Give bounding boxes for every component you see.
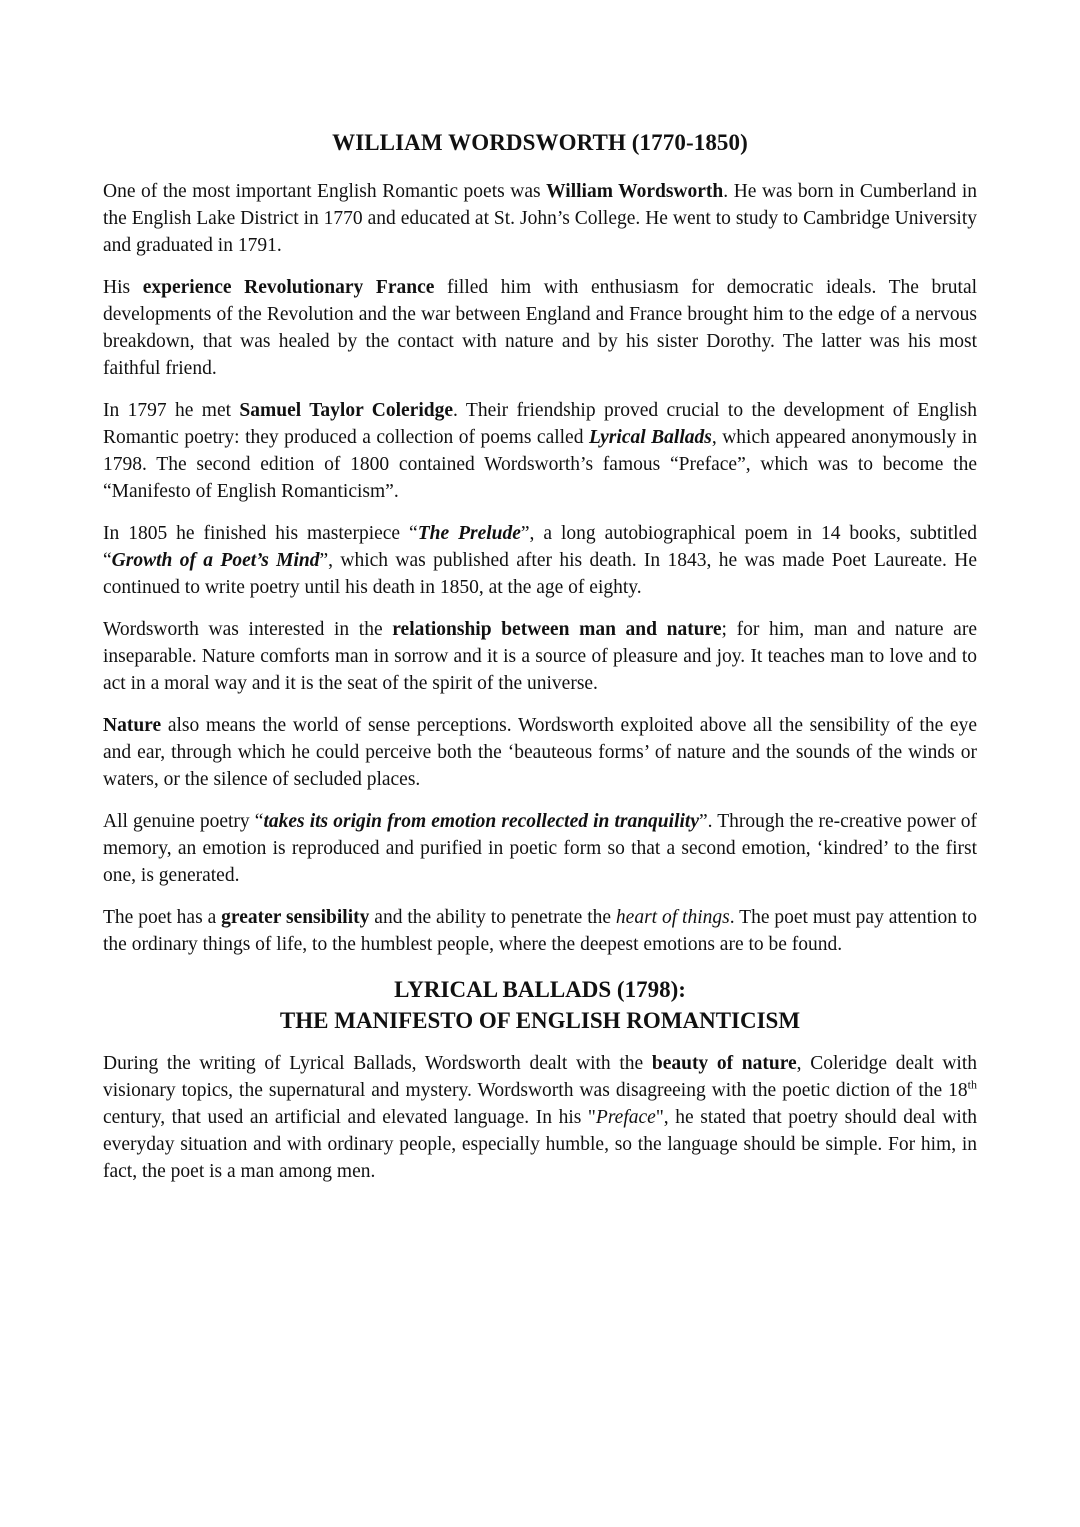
paragraph-coleridge: In 1797 he met Samuel Taylor Coleridge. Their friendship proved crucial to the development of English Romantic poetry: they produced a collection of poems called Lyrical Ballads, which appeared anonymously in 1798. The second edition of 1800 contained Wordsworth’s famous “Preface”, which was to become the “Manifesto of English Romanticism”. (103, 400, 977, 502)
paragraph-biography: One of the most important English Romantic poets was William Wordsworth. He was born in Cumberland in the English Lake District in 1770 and educated at St. John’s College. He went to study to Cambridge University and graduated in 1791. (103, 181, 977, 256)
paragraph-poet-sensibility: The poet has a greater sensibility and the ability to penetrate the heart of things. The poet must pay attention to the ordinary things of life, to the humblest people, where the deepest emotions are to be found. (103, 907, 978, 955)
bold-term: Samuel Taylor Coleridge (239, 400, 454, 421)
bold-term: relationship between man and nature (392, 619, 722, 640)
paragraph-poetry-origin: All genuine poetry “takes its origin from emotion recollected in tranquility”. Through the re-creative power of memory, an emotion is reproduced and purified in poetic form so that a second emotion, ‘kindred’ to the first one, is generated. (103, 811, 977, 886)
paragraph-lyrical-ballads: During the writing of Lyrical Ballads, Wordsworth dealt with the beauty of nature, Coleridge dealt with visionary topics, the supernatural and mystery. Wordsworth was disagreeing with the poetic diction of the 18th century, that used an artificial and elevated language. In his "Preface", he stated that poetry should deal with everyday situation and with ordinary people, especially humble, so the language should be simple. For him, in fact, the poet is a man among men. (103, 1053, 978, 1182)
paragraph-nature-senses: Nature also means the world of sense perceptions. Wordsworth exploited above all the sensibility of the eye and ear, through which he could perceive both the ‘beauteous forms’ of nature and the sounds of the winds or waters, or the silence of secluded places. (103, 715, 977, 790)
section-heading (103, 974, 977, 1036)
paragraph-prelude: In 1805 he finished his masterpiece “The Prelude”, a long autobiographical poem in 14 books, subtitled “Growth of a Poet’s Mind”, which was published after his death. In 1843, he was made Poet Laureate. He continued to write poetry until his death in 1850, at the age of eighty. (103, 523, 977, 598)
document-body (103, 128, 977, 1200)
paragraph-nature-relationship: Wordsworth was interested in the relationship between man and nature; for him, man and nature are inseparable. Nature comforts man in sorrow and it is a source of pleasure and joy. It teaches man to love and to act in a moral way and it is the seat of the spirit of the universe. (103, 619, 977, 694)
superscript: th (967, 1077, 977, 1092)
work-title: Lyrical Ballads (588, 427, 712, 448)
bold-term: greater sensibility (221, 907, 370, 928)
work-title: The Prelude (417, 523, 521, 544)
page-title: WILLIAM WORDSWORTH (1770-1850) (332, 130, 748, 155)
paragraph-revolution: His experience Revolutionary France filled him with enthusiasm for democratic ideals. The brutal developments of the Revolution and the war between England and France brought him to the edge of a nervous breakdown, that was healed by the contact with nature and by his sister Dorothy. The latter was his most faithful friend. (103, 277, 978, 379)
bold-term: William Wordsworth (546, 181, 724, 202)
bold-term: beauty of nature (651, 1053, 797, 1074)
italic-term: Preface (595, 1107, 656, 1128)
section-title-line1: LYRICAL BALLADS (1798): (394, 977, 686, 1002)
quote: takes its origin from emotion recollected in tranquility (263, 811, 699, 832)
section-title-line2: THE MANIFESTO OF ENGLISH ROMANTICISM (279, 1008, 801, 1033)
bold-term: Nature (103, 715, 162, 736)
bold-term: experience Revolutionary France (142, 277, 435, 298)
work-subtitle: Growth of a Poet’s Mind (111, 550, 320, 571)
italic-term: heart of things (615, 907, 730, 928)
